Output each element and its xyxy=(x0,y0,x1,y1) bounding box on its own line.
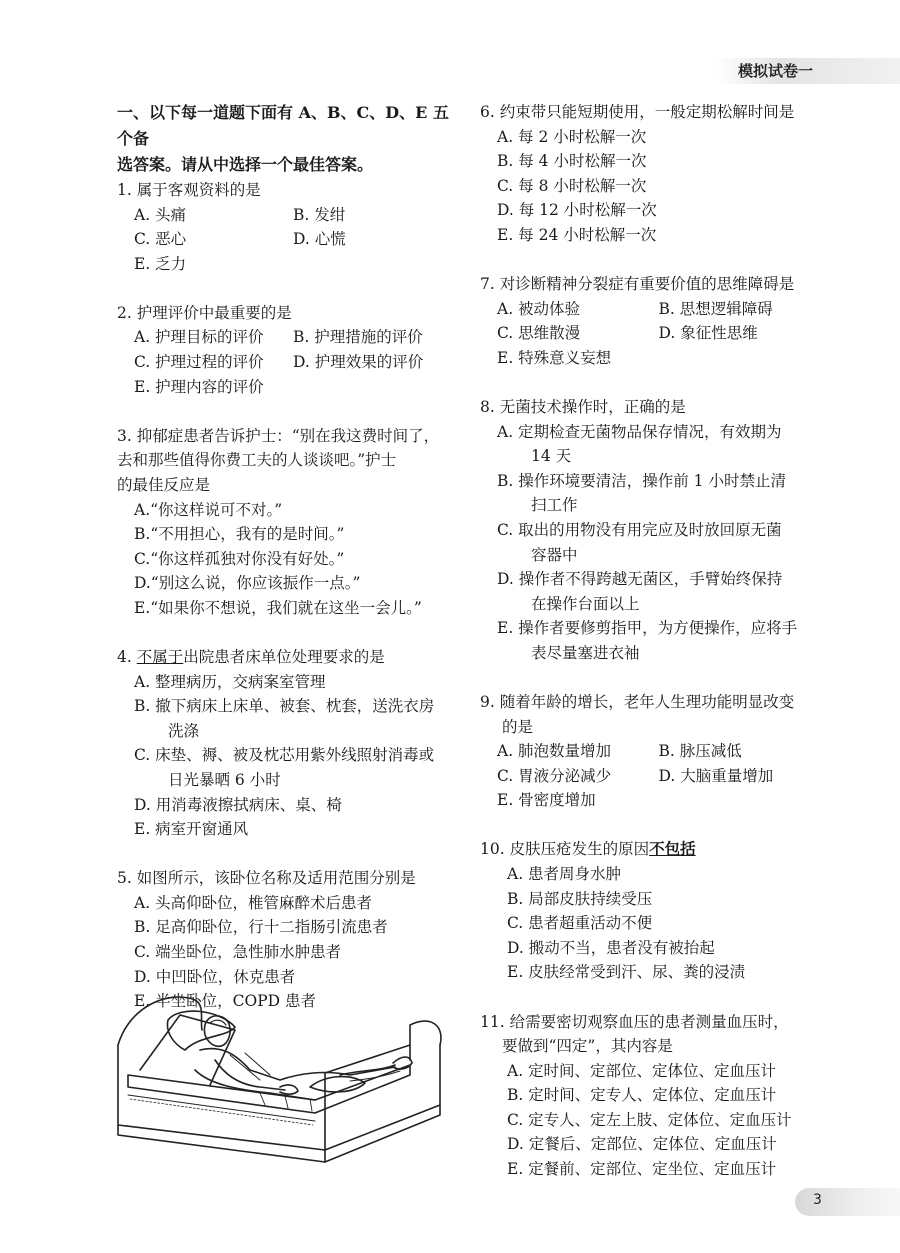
option-c[interactable]: C. 患者超重活动不便 xyxy=(507,914,653,933)
option-b-line2: 扫工作 xyxy=(531,496,578,515)
question-10 xyxy=(480,837,820,985)
question-stem: 7. 对诊断精神分裂症有重要价值的思维障碍是 xyxy=(480,275,795,294)
option-b[interactable]: B. 思想逻辑障碍 xyxy=(658,299,773,318)
option-c[interactable]: C. 端坐卧位，急性肺水肿患者 xyxy=(134,943,342,962)
option-d[interactable]: D.“别这么说，你应该振作一点。” xyxy=(134,574,361,593)
section-title-line1: 一、以下每一道题下面有 A、B、C、D、E 五个备 xyxy=(117,103,449,148)
option-c[interactable]: C.“你这样孤独对你没有好处。” xyxy=(134,549,345,568)
question-stem-line1: 3. 抑郁症患者告诉护士：“别在我这费时间了， xyxy=(117,426,440,445)
option-d[interactable]: D. 定餐后、定部位、定体位、定血压计 xyxy=(507,1135,777,1154)
question-stem-line2: 的是 xyxy=(502,717,534,736)
option-e[interactable]: E. 病室开窗通风 xyxy=(134,820,249,839)
question-stem: 1. 属于客观资料的是 xyxy=(117,181,261,199)
option-a[interactable]: A. 护理目标的评价 xyxy=(134,328,264,347)
option-c[interactable] xyxy=(497,518,820,567)
option-c[interactable]: C. 胃液分泌减少 xyxy=(497,766,612,785)
option-a-line2: 14 天 xyxy=(531,447,572,466)
option-d[interactable] xyxy=(497,567,820,616)
option-e[interactable]: E. 护理内容的评价 xyxy=(134,377,264,396)
option-c-line1: C. 取出的用物没有用完应及时放回原无菌 xyxy=(497,520,782,539)
option-b[interactable]: B. 每 4 小时松解一次 xyxy=(497,152,647,171)
option-e-line1: E. 操作者要修剪指甲，为方便操作，应将手 xyxy=(497,619,798,638)
question-number: 4. xyxy=(117,648,137,666)
option-e[interactable]: E. 骨密度增加 xyxy=(497,791,596,810)
question-stem-text: 出院患者床单位处理要求的是 xyxy=(183,648,385,666)
emphasis-not-included: 不属于 xyxy=(136,648,184,666)
question-4 xyxy=(117,645,452,842)
option-a[interactable]: A. 被动体验 xyxy=(497,299,581,318)
option-b[interactable]: B. 定时间、定专人、定体位、定血压计 xyxy=(507,1086,777,1105)
option-d[interactable]: D. 心慌 xyxy=(293,230,346,249)
question-stem-text: 10. 皮肤压疮发生的原因 xyxy=(480,840,650,859)
option-a[interactable]: A.“你这样说可不对。” xyxy=(134,500,283,519)
option-a[interactable]: A. 患者周身水肿 xyxy=(507,865,622,884)
question-stem: 6. 约束带只能短期使用，一般定期松解时间是 xyxy=(480,103,795,121)
option-e[interactable]: E.“如果你不想说，我们就在这坐一会儿。” xyxy=(134,598,422,617)
option-d-line2: 在操作台面以上 xyxy=(531,594,640,613)
option-c[interactable]: C. 护理过程的评价 xyxy=(134,353,264,372)
left-column xyxy=(117,100,452,1038)
option-e[interactable]: E. 特殊意义妄想 xyxy=(497,348,612,367)
option-a[interactable] xyxy=(497,420,820,469)
option-c[interactable]: C. 思维散漫 xyxy=(497,324,581,343)
option-d[interactable]: D. 中凹卧位，休克患者 xyxy=(134,967,296,986)
option-b[interactable]: B.“不用担心，我有的是时间。” xyxy=(134,525,345,544)
option-b-line1: B. 撤下病床上床单、被套、枕套，送洗衣房 xyxy=(134,697,435,716)
section-title xyxy=(117,100,452,178)
option-e[interactable] xyxy=(497,616,820,665)
option-b[interactable]: B. 护理措施的评价 xyxy=(293,328,423,347)
question-stem-line3: 的最佳反应是 xyxy=(117,475,211,494)
option-b[interactable] xyxy=(497,469,820,518)
emphasis-not-included: 不包括 xyxy=(649,839,696,859)
option-e[interactable]: E. 乏力 xyxy=(134,254,187,273)
option-e[interactable]: E. 皮肤经常受到汗、尿、粪的浸渍 xyxy=(507,963,746,982)
question-stem-line2: 要做到“四定”，其内容是 xyxy=(502,1037,673,1056)
page-number-tab xyxy=(795,1188,900,1216)
option-e[interactable]: E. 半坐卧位，COPD 患者 xyxy=(134,992,317,1011)
question-3 xyxy=(117,424,452,621)
option-c-line2: 容器中 xyxy=(531,545,578,564)
right-column xyxy=(480,100,820,1206)
option-b[interactable]: B. 发绀 xyxy=(293,205,346,224)
question-stem xyxy=(117,645,452,670)
option-a-line1: A. 定期检查无菌物品保存情况，有效期为 xyxy=(497,422,782,441)
option-e-line2: 表尽量塞进衣袖 xyxy=(531,643,640,662)
option-a[interactable]: A. 整理病历，交病案室管理 xyxy=(134,672,326,691)
question-stem-line2: 去和那些值得你费工夫的人谈谈吧。”护士 xyxy=(117,451,397,470)
option-a[interactable]: A. 肺泡数量增加 xyxy=(497,742,612,761)
option-b[interactable]: B. 足高仰卧位，行十二指肠引流患者 xyxy=(134,918,388,937)
question-7 xyxy=(480,272,820,370)
option-c[interactable]: C. 定专人、定左上肢、定体位、定血压计 xyxy=(507,1110,792,1129)
option-d[interactable]: D. 护理效果的评价 xyxy=(293,353,424,372)
option-c[interactable]: C. 恶心 xyxy=(134,230,187,249)
option-c-line2: 日光暴晒 6 小时 xyxy=(168,770,281,789)
option-d[interactable]: D. 象征性思维 xyxy=(658,324,758,343)
question-stem-line1: 9. 随着年龄的增长，老年人生理功能明显改变 xyxy=(480,692,795,711)
question-stem: 8. 无菌技术操作时，正确的是 xyxy=(480,397,686,416)
patient-bed-illustration xyxy=(110,975,450,1180)
question-1 xyxy=(117,178,452,276)
section-title-line2: 选答案。请从中选择一个最佳答案。 xyxy=(117,155,374,174)
question-8 xyxy=(480,395,820,666)
option-e[interactable]: E. 每 24 小时松解一次 xyxy=(497,225,657,244)
option-d[interactable]: D. 搬动不当，患者没有被抬起 xyxy=(507,938,715,957)
question-stem: 5. 如图所示，该卧位名称及适用范围分别是 xyxy=(117,869,416,888)
option-d-line1: D. 操作者不得跨越无菌区，手臂始终保持 xyxy=(497,570,783,589)
question-stem xyxy=(480,837,820,862)
page-header-title: 模拟试卷一 xyxy=(738,62,814,80)
question-6 xyxy=(480,100,820,248)
option-c[interactable] xyxy=(134,743,452,792)
option-d[interactable]: D. 每 12 小时松解一次 xyxy=(497,201,657,220)
question-9 xyxy=(480,690,820,813)
option-c[interactable]: C. 每 8 小时松解一次 xyxy=(497,176,647,195)
question-stem-line1: 11. 给需要密切观察血压的患者测量血压时， xyxy=(480,1012,789,1031)
question-2 xyxy=(117,301,452,399)
option-a[interactable]: A. 头痛 xyxy=(134,205,187,224)
question-11 xyxy=(480,1010,820,1182)
option-a[interactable]: A. 每 2 小时松解一次 xyxy=(497,127,647,146)
option-a[interactable]: A. 定时间、定部位、定体位、定血压计 xyxy=(507,1061,777,1080)
option-e[interactable]: E. 定餐前、定部位、定坐位、定血压计 xyxy=(507,1160,777,1179)
page-number: 3 xyxy=(813,1192,822,1208)
option-b-line2: 洗涤 xyxy=(168,721,200,740)
option-b[interactable] xyxy=(134,694,452,743)
option-b[interactable]: B. 脉压减低 xyxy=(658,742,742,761)
option-b[interactable]: B. 局部皮肤持续受压 xyxy=(507,889,653,908)
question-stem: 2. 护理评价中最重要的是 xyxy=(117,303,292,322)
option-d[interactable]: D. 大脑重量增加 xyxy=(658,766,774,785)
option-b-line1: B. 操作环境要清洁，操作前 1 小时禁止清 xyxy=(497,471,786,490)
option-c-line1: C. 床垫、褥、被及枕芯用紫外线照射消毒或 xyxy=(134,746,435,765)
option-a[interactable]: A. 头高仰卧位，椎管麻醉术后患者 xyxy=(134,893,373,912)
option-d[interactable]: D. 用消毒液擦拭病床、桌、椅 xyxy=(134,795,342,814)
